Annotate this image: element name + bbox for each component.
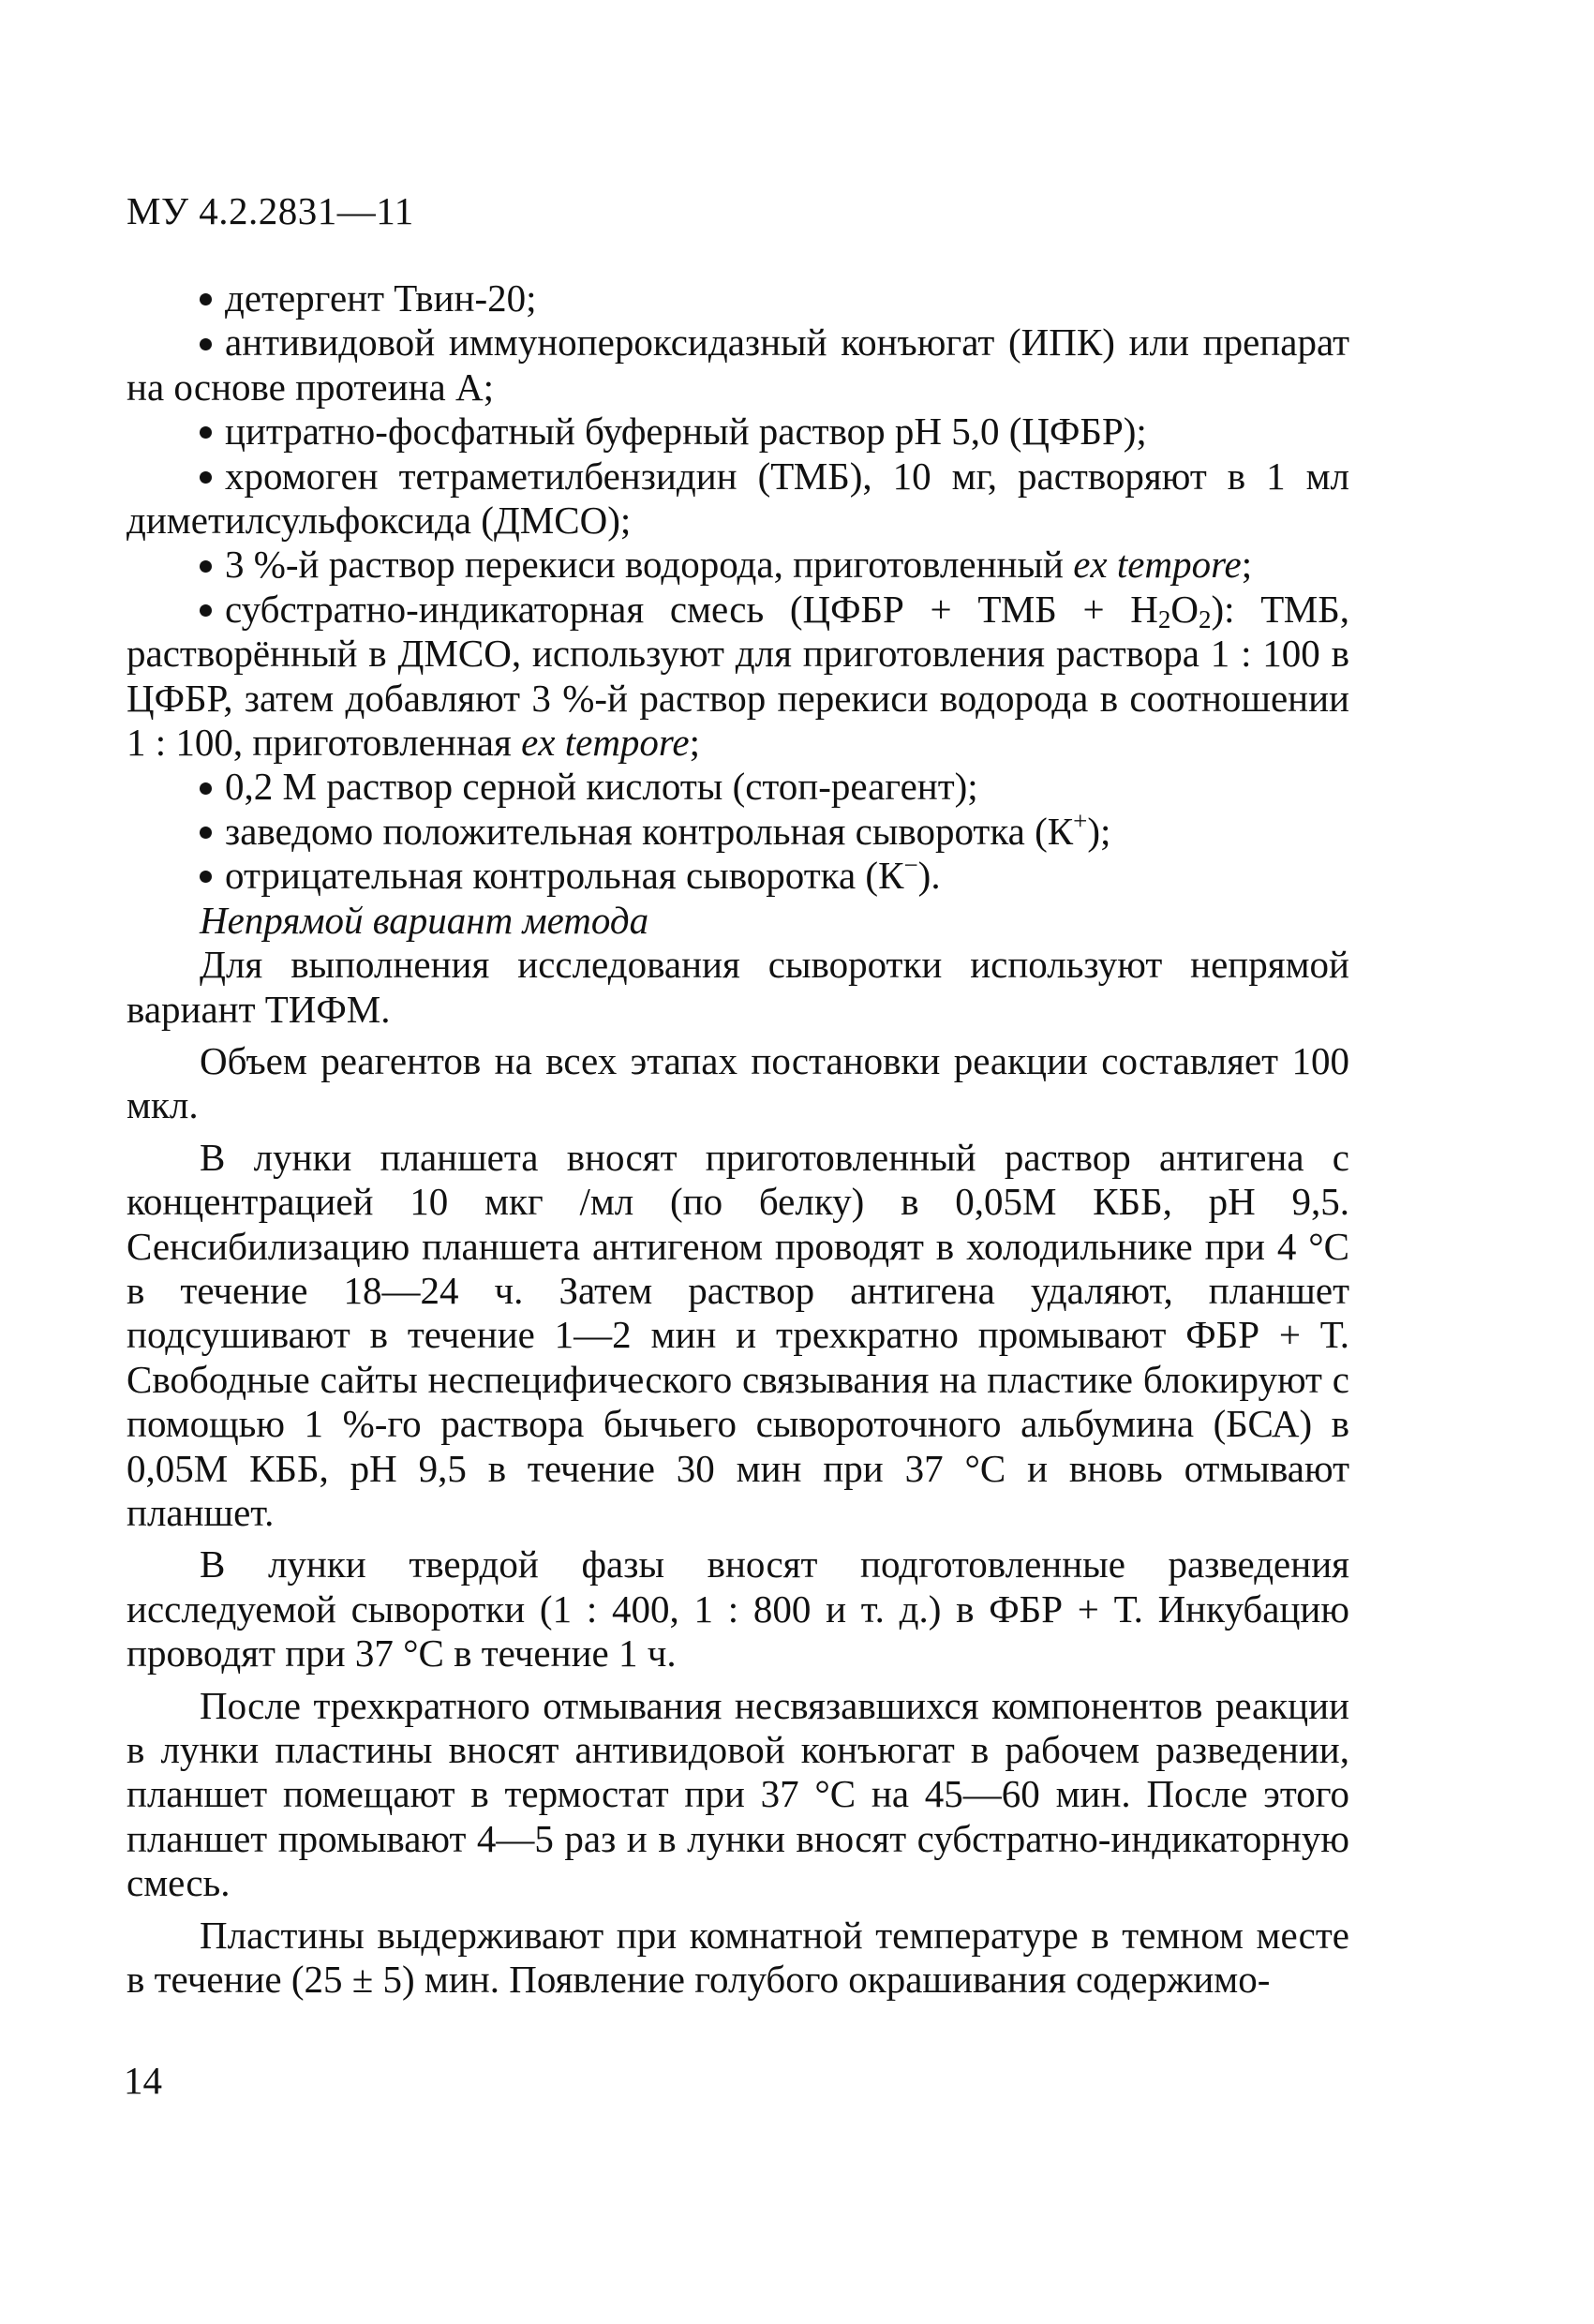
- bullet-icon: [200, 782, 212, 795]
- bullet-icon: [200, 471, 212, 484]
- paragraph: Пластины выдерживают при комнатной температуре в темном месте в течение (25 ± 5) мин. Появление голубого окрашивания содержимо-: [127, 1913, 1349, 2002]
- document-code-header: МУ 4.2.2831—11: [127, 189, 414, 232]
- paragraph: Для выполнения исследования сыворотки используют непрямой вариант ТИФМ.: [127, 943, 1349, 1031]
- superscript: −: [903, 851, 918, 880]
- bullet-item: субстратно-индикаторная смесь (ЦФБР + ТМБ + $Н_2О_2$): ТМБ, растворённый в ДМСО, используют для приготовления раствора 1 : 100 в ЦФБР, затем добавляют 3 %-й раствор перекиси водорода в соотношении 1 : 100, приготовленная ex tempore;: [127, 587, 1350, 765]
- latin-phrase: ex tempore: [1073, 543, 1242, 587]
- bullet-item: 3 %-й раствор перекиси водорода, приготовленный ex tempore;: [127, 543, 1349, 587]
- bullet-icon: [200, 560, 212, 573]
- paragraph: В лунки планшета вносят приготовленный раствор антигена с концентрацией 10 мкг /мл (по белку) в 0,05М КББ, рН 9,5. Сенсибилизацию планшета антигеном проводят в холодильнике при 4 °С в течение 18—24 ч. Затем раствор антигена удаляют, планшет подсушивают в течение 1—2 мин и трехкратно промывают ФБР + Т. Свободные сайты неспецифического связывания на пластике блокируют с помощью 1 %-го раствора бычьего сывороточного альбумина (БСА) в 0,05М КББ, рН 9,5 в течение 30 мин при 37 °С и вновь отмывают планшет.: [127, 1135, 1349, 1534]
- paragraph: Объем реагентов на всех этапах постановки реакции составляет 100 мкл.: [127, 1038, 1349, 1127]
- bullet-item: детергент Твин-20;: [127, 276, 1349, 320]
- bullet-icon: [200, 871, 212, 883]
- document-body: [127, 276, 1349, 2002]
- bullet-item: антивидовой иммунопероксидазный конъюгат (ИПК) или препарат на основе протеина А;: [127, 320, 1349, 409]
- bullet-item: 0,2 М раствор серной кислоты (стоп-реагент);: [127, 765, 1349, 809]
- bullet-item: отрицательная контрольная сыворотка (К−).: [127, 854, 1349, 898]
- section-subheading: Непрямой вариант метода: [200, 898, 649, 942]
- latin-phrase: ex tempore: [521, 721, 690, 765]
- bullet-item: заведомо положительная контрольная сыворотка (К+);: [127, 810, 1349, 854]
- bullet-icon: [200, 293, 212, 305]
- bullet-item: хромоген тетраметилбензидин (ТМБ), 10 мг, растворяют в 1 мл диметилсульфоксида (ДМСО);: [127, 454, 1349, 543]
- bullet-icon: [200, 827, 212, 839]
- bullet-item: цитратно-фосфатный буферный раствор рН 5,0 (ЦФБР);: [127, 410, 1349, 454]
- bullet-icon: [200, 426, 212, 439]
- paragraph: В лунки твердой фазы вносят подготовленные разведения исследуемой сыворотки (1 : 400, 1 : 800 и т. д.) в ФБР + Т. Инкубацию проводят при 37 °С в течение 1 ч.: [127, 1542, 1349, 1676]
- subscript: 2: [1199, 604, 1212, 633]
- superscript: +: [1073, 806, 1088, 835]
- bullet-icon: [200, 604, 212, 617]
- bullet-icon: [200, 338, 212, 350]
- paragraph: После трехкратного отмывания несвязавшихся компонентов реакции в лунки пластины вносят антивидовой конъюгат в рабочем разведении, планшет помещают в термостат при 37 °С на 45—60 мин. После этого планшет промывают 4—5 раз и в лунки вносят субстратно-индикаторную смесь.: [127, 1683, 1349, 1905]
- page-number: 14: [124, 2059, 162, 2102]
- subscript: 2: [1157, 604, 1171, 633]
